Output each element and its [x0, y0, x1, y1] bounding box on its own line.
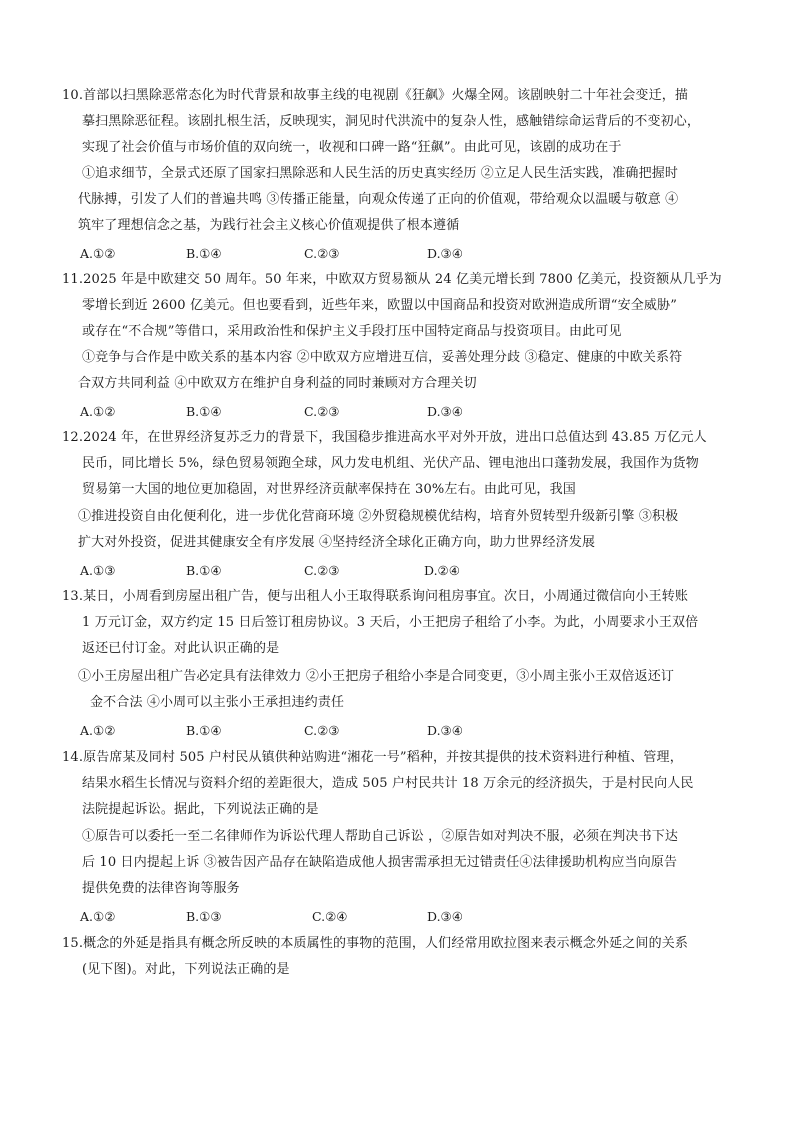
question-10-stem-line: 摹扫黑除恶征程。该剧扎根生活，反映现实，洞见时代洪流中的复杂人性，感触错综命运背后的不变初心， — [82, 114, 701, 129]
question-14-stem-line: 14.原告席某及同村 505 户村民从镇供种站购进“湘花一号”稻种，并按其提供的技术资料进行种植、管理， — [62, 750, 683, 765]
question-11-choice-line: 合双方共同利益 ④中欧双方在维护自身利益的同时兼顾对方合理关切 — [78, 376, 477, 391]
question-13-choice-line: ①小王房屋出租广告必定具有法律效力 ②小王把房子租给小李是合同变更，③小周主张小王双倍返还订 — [78, 669, 675, 684]
option-c: C.②③ — [304, 723, 340, 738]
question-14-choice-line: 提供免费的法律咨询等服务 — [82, 881, 240, 896]
question-13-stem-line: 1 万元订金，双方约定 15 日后签订租房协议。3 天后，小王把房子租给了小李。为此，小周要求小王双倍 — [82, 615, 699, 630]
option-b: B.①④ — [186, 723, 222, 738]
question-12-stem-line: 贸易第一大国的地位更加稳固，对世界经济贡献率保持在 30%左右。由此可见，我国 — [82, 482, 576, 497]
question-13-stem-line: 返还已付订金。对此认识正确的是 — [82, 641, 280, 656]
question-10-stem-line: 10.首部以扫黑除恶常态化为时代背景和故事主线的电视剧《狂飙》火爆全网。该剧映射二十年社会变迁，描 — [62, 88, 689, 103]
option-b: B.①④ — [186, 404, 222, 419]
option-d: D.③④ — [427, 723, 463, 738]
question-12-choice-line: 扩大对外投资，促进其健康安全有序发展 ④坚持经济全球化正确方向，助力世界经济发展 — [78, 535, 596, 550]
option-c: C.②③ — [304, 563, 340, 578]
option-d: D.③④ — [427, 246, 463, 261]
question-10-choice-line: 筑牢了理想信念之基，为践行社会主义核心价值观提供了根本遵循 — [78, 218, 460, 233]
option-d: D.③④ — [427, 404, 463, 419]
option-a: A.①③ — [80, 563, 116, 578]
question-10-stem-line: 实现了社会价值与市场价值的双向统一，收视和口碑一路“狂飙”。由此可见，该剧的成功在于 — [82, 140, 622, 155]
question-14-stem-line: 法院提起诉讼。据此，下列说法正确的是 — [82, 802, 319, 817]
option-d: D.②④ — [424, 563, 460, 578]
question-14-stem-line: 结果水稻生长情况与资料介绍的差距很大，造成 505 户村民共计 18 万余元的经济损失，于是村民向人民 — [82, 776, 694, 791]
question-10-choice-line: 代脉搏，引发了人们的普遍共鸣 ③传播正能量，向观众传递了正向的价值观，带给观众以温暖与敬意 ④ — [78, 192, 679, 207]
option-c: C.②③ — [304, 404, 340, 419]
option-b: B.①③ — [186, 909, 222, 924]
option-a: A.①② — [80, 246, 116, 261]
question-14-choice-line: 后 10 日内提起上诉 ③被告因产品存在缺陷造成他人损害需承担无过错责任④法律援助机构应当向原告 — [82, 855, 678, 870]
option-a: A.①② — [80, 723, 116, 738]
question-13-stem-line: 13.某日，小周看到房屋出租广告，便与出租人小王取得联系询问租房事宜。次日，小周通过微信向小王转账 — [62, 589, 689, 604]
question-14-choice-line: ①原告可以委托一至二名律师作为诉讼代理人帮助自己诉讼 ，②原告如对判决不服，必须在判决书下达 — [82, 829, 679, 844]
question-12-stem-line: 民币，同比增长 5%，绿色贸易领跑全球，风力发电机组、光伏产品、锂电池出口蓬勃发展，我国作为货物 — [82, 456, 699, 471]
question-11-stem-line: 11.2025 年是中欧建交 50 周年。50 年来，中欧双方贸易额从 24 亿美元增长到 7800 亿美元，投资额从几乎为 — [62, 272, 722, 287]
question-11-choice-line: ①竞争与合作是中欧关系的基本内容 ②中欧双方应增进互信，妥善处理分歧 ③稳定、健康的中欧关系符 — [82, 350, 683, 365]
question-12-stem-line: 12.2024 年，在世界经济复苏乏力的背景下，我国稳步推进高水平对外开放，进出口总值达到 43.85 万亿元人 — [62, 430, 707, 445]
question-12-choice-line: ①推进投资自由化便利化，进一步优化营商环境 ②外贸稳规模优结构，培育外贸转型升级新引擎 ③积极 — [78, 509, 679, 524]
option-a: A.①② — [80, 404, 116, 419]
question-11-stem-line: 或存在“不合规”等借口，采用政治性和保护主义手段打压中国特定商品与投资项目。由此可见 — [82, 324, 622, 339]
option-a: A.①② — [80, 909, 116, 924]
option-d: D.③④ — [427, 909, 463, 924]
option-b: B.①④ — [186, 563, 222, 578]
question-11-stem-line: 零增长到近 2600 亿美元。但也要看到，近些年来，欧盟以中国商品和投资对欧洲造成所谓“安全威胁” — [82, 298, 677, 313]
question-13-choice-line: 金不合法 ④小周可以主张小王承担违约责任 — [90, 695, 345, 710]
question-15-stem-line: (见下图)。对此，下列说法正确的是 — [82, 962, 290, 977]
question-10-choice-line: ①追求细节，全景式还原了国家扫黑除恶和人民生活的历史真实经历 ②立足人民生活实践，准确把握时 — [82, 166, 679, 181]
option-c: C.②③ — [304, 246, 340, 261]
option-b: B.①④ — [186, 246, 222, 261]
option-c: C.②④ — [312, 909, 348, 924]
question-15-stem-line: 15.概念的外延是指具有概念所反映的本质属性的事物的范围，人们经常用欧拉图来表示概念外延之间的关系 — [62, 936, 689, 951]
